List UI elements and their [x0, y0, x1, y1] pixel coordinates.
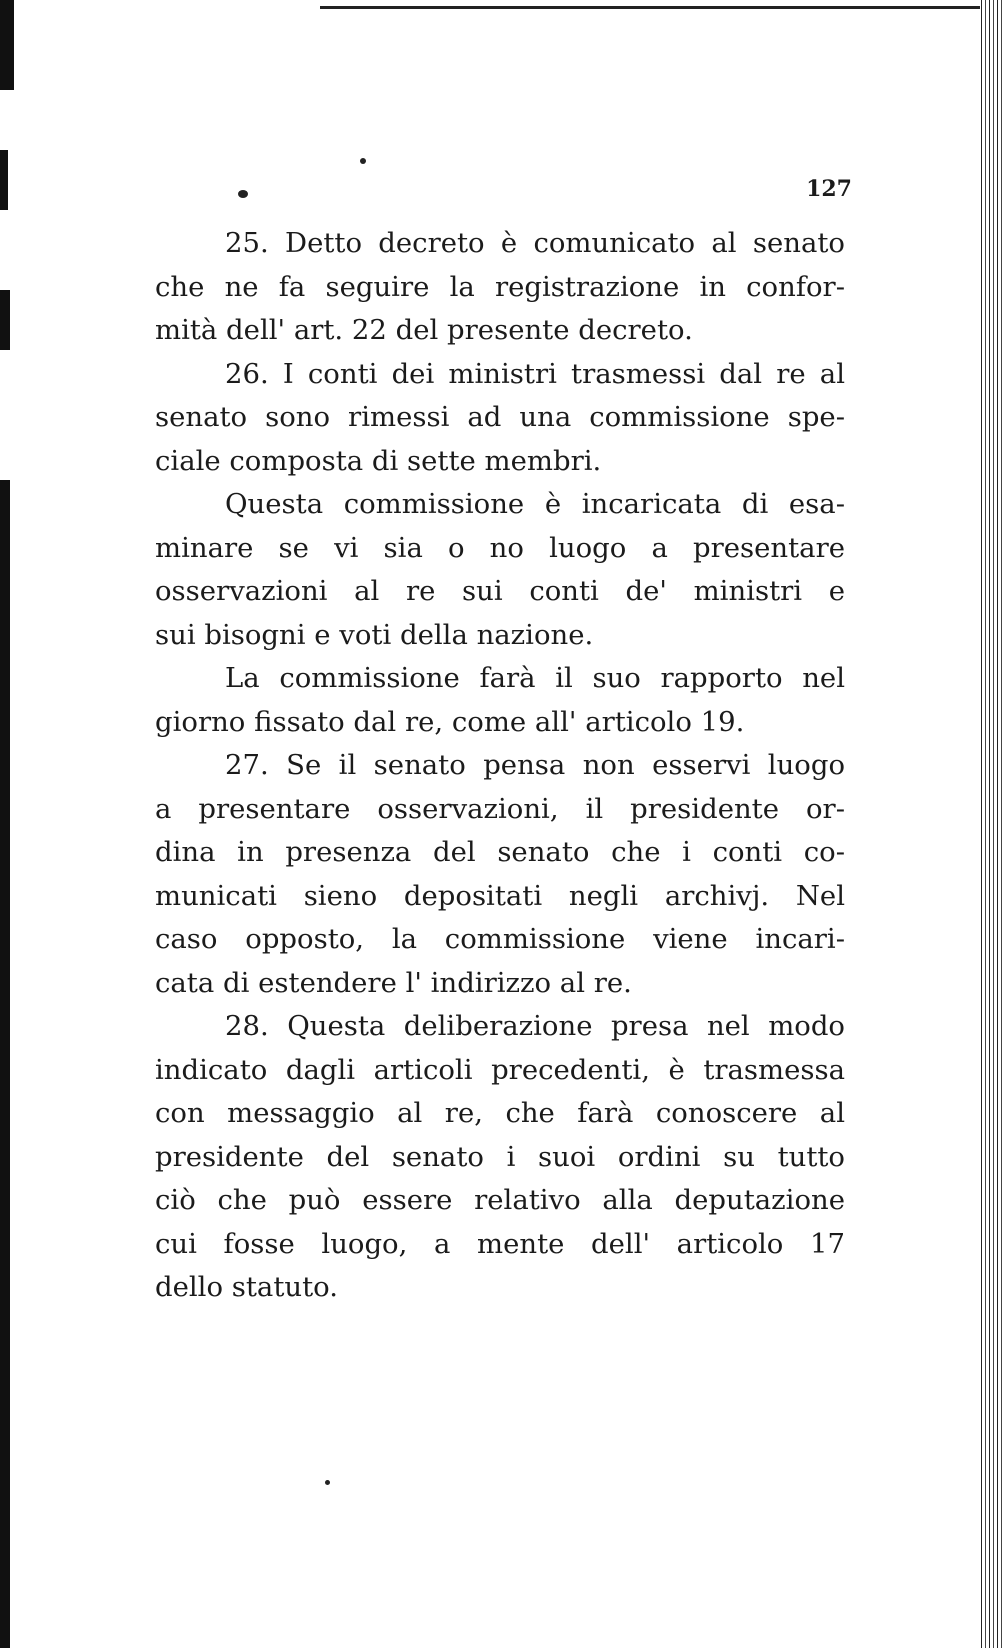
- text-line: dello statuto.: [155, 1271, 338, 1303]
- text-line: caso opposto, la commissione viene incari-: [155, 923, 845, 955]
- paragraph-28: [155, 1005, 845, 1310]
- left-binding-shadow: [0, 290, 10, 350]
- text-line: 28. Questa deliberazione presa nel modo: [225, 1010, 845, 1042]
- top-scan-rule: [320, 6, 980, 9]
- text-line: 25. Detto decreto è comunicato al senato: [225, 227, 845, 259]
- text-line: cui fosse luogo, a mente dell' articolo 17: [155, 1227, 845, 1260]
- left-binding-shadow: [0, 480, 10, 1648]
- body-text: [155, 222, 845, 1310]
- ink-speck: [238, 190, 248, 198]
- text-line: dina in presenza del senato che i conti co-: [155, 836, 845, 868]
- text-line: minare se vi sia o no luogo a presentare: [155, 531, 845, 564]
- text-line: che ne fa seguire la registrazione in confor-: [155, 270, 845, 303]
- text-line: mità dell' art. 22 del presente decreto.: [155, 314, 693, 346]
- text-line: sui bisogni e voti della nazione.: [155, 618, 594, 651]
- text-line: indicato dagli articoli precedenti, è trasmessa: [155, 1053, 845, 1086]
- left-binding-shadow: [0, 0, 14, 90]
- paragraph-26-continued: [155, 483, 845, 657]
- ink-speck: [325, 1480, 330, 1485]
- text-line: La commissione farà il suo rapporto nel: [225, 662, 845, 694]
- text-line: ciò che può essere relativo alla deputazione: [155, 1184, 845, 1216]
- left-binding-shadow: [0, 150, 8, 210]
- ink-speck: [360, 158, 366, 164]
- text-line: cata di estendere l' indirizzo al re.: [155, 966, 632, 999]
- text-line: ciale composta di sette membri.: [155, 444, 602, 477]
- text-line: 26. I conti dei ministri trasmessi dal re al: [225, 357, 845, 390]
- text-line: a presentare osservazioni, il presidente or-: [155, 792, 845, 825]
- text-line: presidente del senato i suoi ordini su tutto: [155, 1140, 845, 1173]
- text-line: giorno fissato dal re, come all' articolo 19.: [155, 705, 745, 738]
- text-line: municati sieno depositati negli archivj. Nel: [155, 879, 845, 912]
- text-line: osservazioni al re sui conti de' ministri e: [155, 575, 845, 607]
- page-number: 127: [806, 176, 852, 202]
- text-line: 27. Se il senato pensa non esservi luogo: [225, 749, 845, 781]
- paragraph-26: [155, 353, 845, 484]
- text-line: con messaggio al re, che farà conoscere al: [155, 1097, 845, 1129]
- paragraph-27: [155, 744, 845, 1005]
- text-line: Questa commissione è incaricata di esa-: [225, 488, 845, 520]
- right-page-edges: [978, 0, 1004, 1648]
- paragraph-25: [155, 222, 845, 353]
- paragraph-26-rapporto: [155, 657, 845, 744]
- text-line: senato sono rimessi ad una commissione spe-: [155, 401, 845, 433]
